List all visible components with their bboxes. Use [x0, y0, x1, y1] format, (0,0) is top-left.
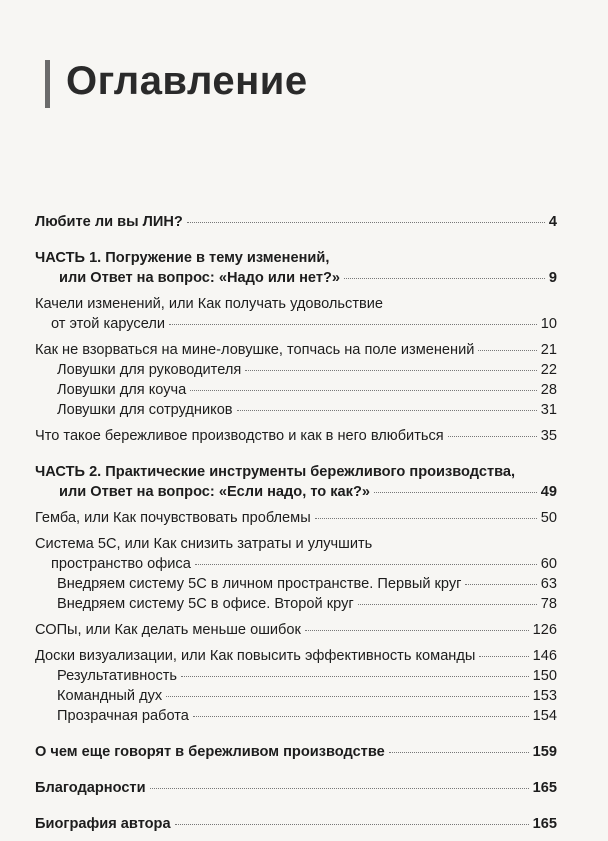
toc-entry-page: 9	[548, 270, 557, 286]
toc-entry-page: 50	[540, 510, 557, 526]
toc-entry-title: Что такое бережливое производство и как в него влюбиться	[35, 428, 444, 444]
leader-dots	[479, 656, 528, 657]
toc-entry-title: Любите ли вы ЛИН?	[35, 214, 183, 230]
toc-entry	[35, 400, 557, 420]
leader-dots	[195, 564, 537, 565]
leader-dots	[465, 584, 536, 585]
toc-entry	[35, 360, 557, 380]
toc-entry-page: 22	[540, 362, 557, 378]
leader-dots	[344, 278, 545, 279]
toc-entry-page: 60	[540, 556, 557, 572]
leader-dots	[175, 824, 529, 825]
toc-entry-title: Доски визуализации, или Как повысить эффективность команды	[35, 648, 476, 664]
toc-entry-title: Внедряем систему 5С в офисе. Второй круг	[57, 596, 354, 612]
toc-entry	[35, 620, 557, 640]
leader-dots	[305, 630, 529, 631]
toc-entry	[35, 666, 557, 686]
toc-entry	[35, 340, 557, 360]
toc-entry	[35, 778, 557, 798]
toc-entry	[35, 814, 557, 834]
toc-entry	[35, 482, 557, 502]
toc-entry-title: О чем еще говорят в бережливом производстве	[35, 744, 385, 760]
toc-entry	[35, 380, 557, 400]
leader-dots	[478, 350, 536, 351]
toc-entry-page: 28	[540, 382, 557, 398]
toc-entry-title: или Ответ на вопрос: «Надо или нет?»	[59, 270, 341, 286]
leader-dots	[358, 604, 537, 605]
title-accent-bar	[45, 60, 50, 108]
table-of-contents	[35, 212, 557, 834]
toc-entry-title: Как не взорваться на мине-ловушке, топчась на поле изменений	[35, 342, 475, 358]
toc-entry-page: 154	[532, 708, 557, 724]
page-title: Оглавление	[66, 59, 308, 103]
toc-entry-page: 153	[532, 688, 557, 704]
toc-entry-title: Гемба, или Как почувствовать проблемы	[35, 510, 311, 526]
toc-entry-title: Ловушки для руководителя	[57, 362, 242, 378]
toc-entry-title: Ловушки для коуча	[57, 382, 187, 398]
toc-chapter-title-line: Качели изменений, или Как получать удовольствие	[35, 296, 384, 312]
toc-entry-page: 146	[532, 648, 557, 664]
toc-entry-title: СОПы, или Как делать меньше ошибок	[35, 622, 301, 638]
toc-entry-title: Благодарности	[35, 780, 146, 796]
toc-entry-page: 126	[532, 622, 557, 638]
toc-entry	[35, 706, 557, 726]
leader-dots	[448, 436, 537, 437]
toc-entry-title: Внедряем систему 5С в личном пространстве. Первый круг	[57, 576, 462, 592]
toc-entry-title: или Ответ на вопрос: «Если надо, то как?»	[59, 484, 370, 500]
toc-entry-title: Командный дух	[57, 688, 163, 704]
leader-dots	[374, 492, 537, 493]
toc-entry	[35, 742, 557, 762]
toc-entry	[35, 268, 557, 288]
toc-chapter-title-line: Система 5С, или Как снизить затраты и улучшить	[35, 536, 373, 552]
leader-dots	[315, 518, 537, 519]
leader-dots	[237, 410, 537, 411]
toc-entry	[35, 212, 557, 232]
toc-entry-title: Прозрачная работа	[57, 708, 189, 724]
toc-entry-page: 165	[532, 816, 557, 832]
toc-entry	[35, 314, 557, 334]
toc-entry-page: 165	[532, 780, 557, 796]
toc-entry	[35, 594, 557, 614]
leader-dots	[245, 370, 537, 371]
toc-entry-title: Биография автора	[35, 816, 171, 832]
toc-entry	[35, 508, 557, 528]
leader-dots	[169, 324, 537, 325]
toc-entry	[35, 554, 557, 574]
toc-entry-page: 10	[540, 316, 557, 332]
toc-entry-title: пространство офиса	[51, 556, 191, 572]
toc-entry-page: 35	[540, 428, 557, 444]
leader-dots	[187, 222, 545, 223]
leader-dots	[181, 676, 529, 677]
leader-dots	[190, 390, 537, 391]
leader-dots	[166, 696, 528, 697]
leader-dots	[150, 788, 529, 789]
toc-entry	[35, 426, 557, 446]
toc-entry-page: 31	[540, 402, 557, 418]
toc-entry-title: Ловушки для сотрудников	[57, 402, 233, 418]
toc-entry-page: 159	[532, 744, 557, 760]
toc-part-title-line: ЧАСТЬ 1. Погружение в тему изменений,	[35, 250, 330, 266]
toc-entry-page: 78	[540, 596, 557, 612]
toc-entry-title: от этой карусели	[51, 316, 166, 332]
toc-part-title-line: ЧАСТЬ 2. Практические инструменты бережливого производства,	[35, 464, 516, 480]
toc-entry-page: 4	[548, 214, 557, 230]
toc-entry-title: Результативность	[57, 668, 178, 684]
toc-entry-page: 63	[540, 576, 557, 592]
toc-entry	[35, 686, 557, 706]
toc-entry-page: 21	[540, 342, 557, 358]
toc-entry	[35, 574, 557, 594]
toc-entry	[35, 646, 557, 666]
leader-dots	[389, 752, 529, 753]
leader-dots	[193, 716, 529, 717]
toc-entry-page: 150	[532, 668, 557, 684]
toc-entry-page: 49	[540, 484, 557, 500]
